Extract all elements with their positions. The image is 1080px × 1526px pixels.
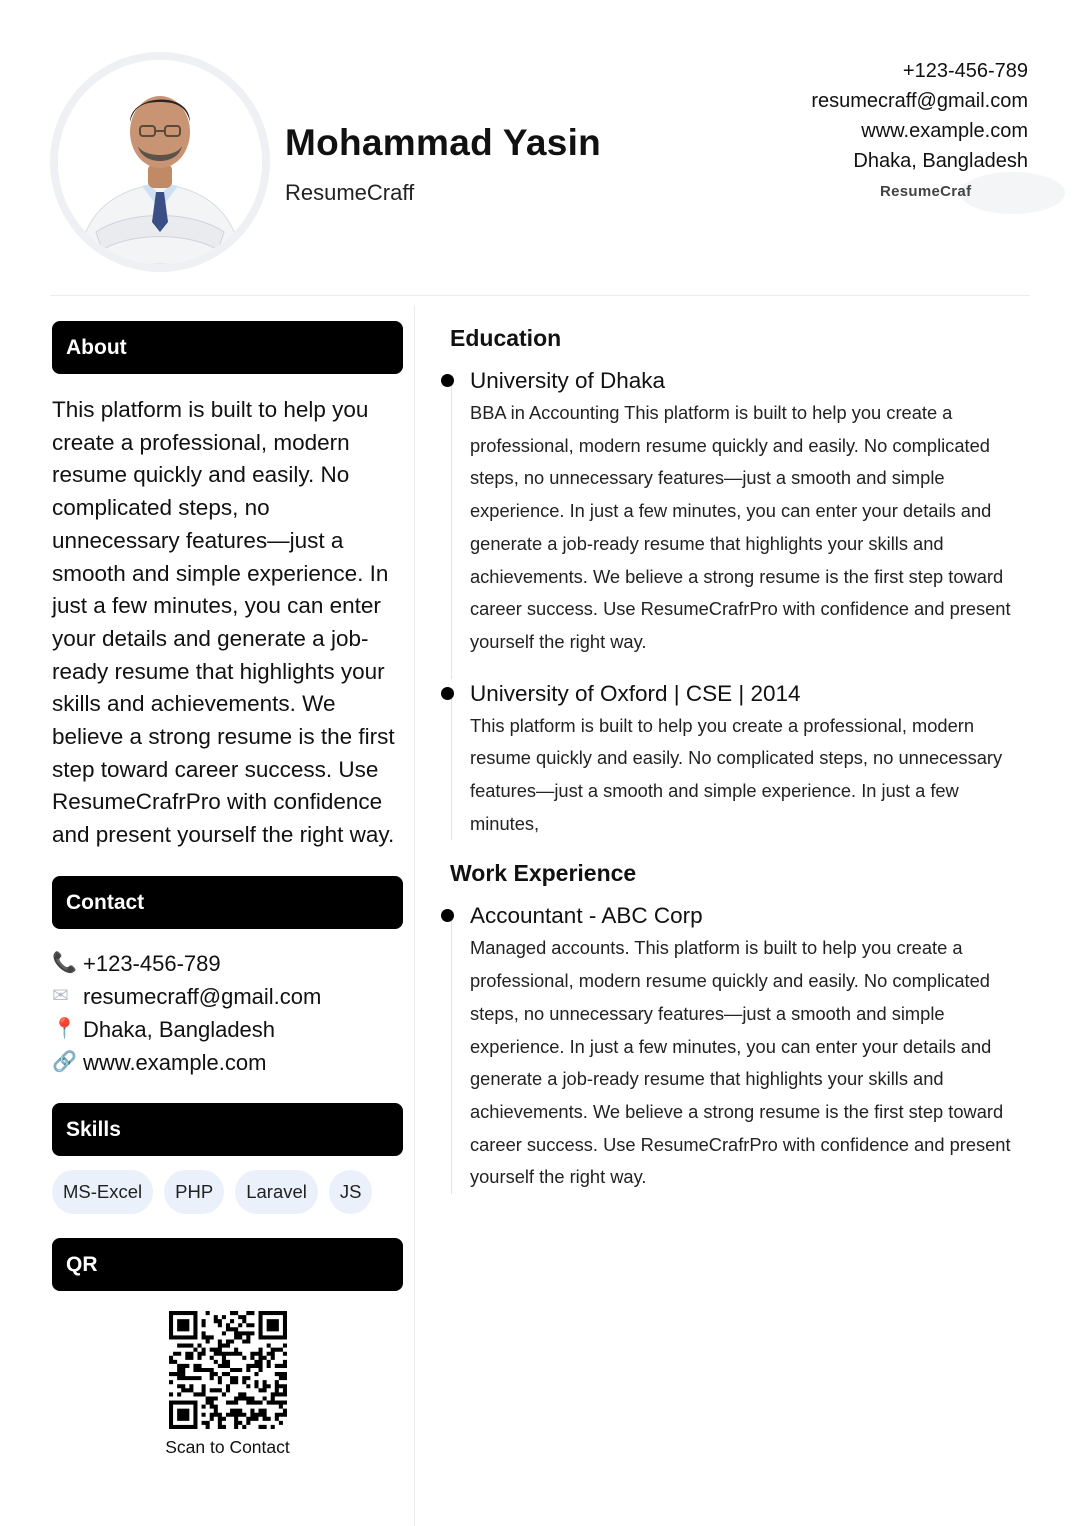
work-entry	[450, 901, 1030, 1194]
about-heading: About	[52, 321, 403, 374]
contact-email[interactable]	[52, 980, 403, 1013]
brand-blob	[960, 172, 1065, 214]
work-title: Accountant - ABC Corp	[470, 903, 703, 929]
skill-chip: PHP	[164, 1170, 224, 1214]
education-description: This platform is built to help you create a professional, modern resume quickly and easily. No complicated steps, no unnecessary features—just a smooth and simple experience. In just a few minutes,	[470, 714, 1003, 834]
qr-block	[52, 1311, 403, 1458]
header-divider	[50, 295, 1030, 296]
header-location: Dhaka, Bangladesh	[853, 150, 1028, 172]
work-timeline	[450, 901, 1030, 1194]
contact-phone[interactable]	[52, 947, 403, 980]
envelope-icon: ✉	[52, 984, 69, 1007]
education-title: University of Oxford | CSE | 2014	[470, 680, 801, 706]
brand-watermark: ResumeCraf	[880, 183, 972, 200]
timeline-dot	[441, 687, 454, 700]
candidate-name: Mohammad Yasin	[285, 122, 602, 163]
education-heading: Education	[450, 325, 562, 351]
education-entry	[450, 366, 1030, 659]
work-heading: Work Experience	[450, 860, 637, 887]
work-description: Managed accounts. This platform is built to help you create a professional, modern resume quickly and easily. No complicated steps, no unnecessary features—just a smooth and simple experience. In just a few minutes, you can enter your details and generate a job-ready resume that highlights your skills and achievements. We believe a strong resume is the first step toward career success. Use ResumeCrafrPro with confidence and present yourself the right way.	[470, 937, 1011, 1188]
timeline-dot	[441, 374, 454, 387]
candidate-tagline: ResumeCraff	[285, 180, 415, 205]
contact-list	[52, 947, 403, 1079]
skill-chip: MS-Excel	[52, 1170, 153, 1214]
skill-chip: Laravel	[235, 1170, 318, 1214]
qr-heading: QR	[52, 1238, 403, 1291]
skill-chip: JS	[329, 1170, 373, 1214]
left-column	[52, 321, 403, 1458]
phone-icon: 📞	[52, 951, 77, 974]
header-contact	[811, 56, 1028, 176]
education-timeline	[450, 366, 1030, 840]
education-entry	[450, 679, 1030, 841]
right-column	[450, 325, 1030, 1214]
education-title: University of Dhaka	[470, 368, 666, 393]
avatar-frame	[50, 52, 270, 272]
contact-location	[52, 1013, 403, 1046]
contact-location-text: Dhaka, Bangladesh	[83, 1016, 276, 1042]
skills-list	[52, 1170, 403, 1214]
avatar	[58, 60, 262, 264]
contact-heading: Contact	[52, 876, 403, 929]
profile-photo	[58, 60, 262, 264]
qr-label: Scan to Contact	[165, 1436, 290, 1457]
resume-header	[0, 0, 1080, 300]
header-website[interactable]: www.example.com	[861, 120, 1028, 142]
timeline-dot	[441, 909, 454, 922]
contact-website[interactable]	[52, 1046, 403, 1079]
column-divider	[414, 305, 415, 1526]
about-text: This platform is built to help you create a professional, modern resume quickly and easily. No complicated steps, no unnecessary features—just a smooth and simple experience. In just a few minutes, you can enter your details and generate a job-ready resume that highlights your skills and achievements. We believe a strong resume is the first step toward career success. Use ResumeCrafrPro with confidence and present yourself the right way.	[52, 397, 395, 848]
education-description: BBA in Accounting This platform is built to help you create a professional, modern resume quickly and easily. No complicated steps, no unnecessary features—just a smooth and simple experience. In just a few minutes, you can enter your details and generate a job-ready resume that highlights your skills and achievements. We believe a strong resume is the first step toward career success. Use ResumeCrafrPro with confidence and present yourself the right way.	[470, 402, 1011, 652]
contact-phone-text: +123-456-789	[83, 950, 221, 976]
skills-heading: Skills	[52, 1103, 403, 1156]
pin-icon: 📍	[52, 1017, 77, 1040]
contact-website-text: www.example.com	[83, 1049, 267, 1075]
link-icon: 🔗	[52, 1050, 77, 1073]
qr-code[interactable]	[169, 1311, 287, 1429]
contact-email-text: resumecraff@gmail.com	[83, 983, 322, 1009]
header-phone[interactable]: +123-456-789	[902, 60, 1028, 82]
header-email[interactable]: resumecraff@gmail.com	[811, 90, 1028, 112]
